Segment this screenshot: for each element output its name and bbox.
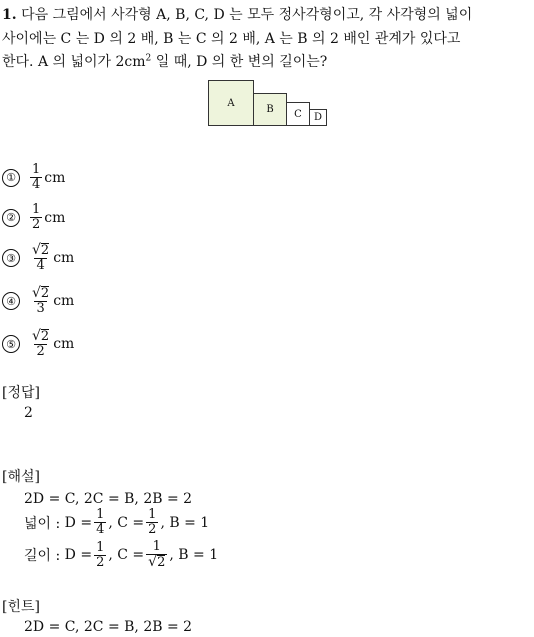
question-number: 1.: [2, 7, 17, 23]
square-d: [309, 109, 327, 126]
area-label: 넓이 :: [24, 515, 61, 532]
choice-3-denominator: 4: [36, 258, 45, 273]
square-b: [253, 93, 287, 126]
choice-3-unit: cm: [53, 250, 75, 266]
choice-5-fraction: [30, 329, 51, 359]
explanation-length-line: [24, 540, 218, 570]
sqrt-symbol: √ 2: [32, 285, 50, 301]
choice-3-marker: ③: [2, 249, 20, 267]
choice-5-radicand: 2: [40, 329, 50, 344]
comma: ,: [108, 514, 113, 531]
question-line-2: 사이에는 C 는 D 의 2 배, B 는 C 의 2 배, A 는 B 의 2 배인 관계가 있다고: [2, 31, 461, 47]
length-b-eq: B = 1: [178, 547, 219, 563]
area-c-fraction: [146, 508, 158, 537]
area-d-den: 4: [96, 522, 105, 537]
area-c-num: 1: [148, 507, 157, 522]
choice-4-fraction: [30, 286, 51, 316]
choice-2-denominator: 2: [32, 217, 41, 232]
choice-3-fraction: [30, 243, 51, 273]
square-b-label: B: [266, 104, 274, 115]
answer-value: 2: [24, 405, 33, 421]
explanation-header: [해설]: [2, 469, 40, 485]
explanation-line-1: 2D = C, 2C = B, 2B = 2: [24, 491, 193, 507]
choice-5-marker: ⑤: [2, 335, 20, 353]
square-a-label: A: [227, 97, 235, 109]
length-c-num: 1: [152, 539, 161, 554]
length-d-fraction: [94, 541, 106, 570]
squares-figure: [208, 80, 328, 126]
length-d-den: 2: [96, 554, 105, 570]
sqrt-symbol: √ 2: [148, 554, 166, 570]
comma: ,: [108, 547, 113, 563]
choice-4-radicand: 2: [40, 286, 50, 301]
choice-5-numerator: [30, 329, 51, 344]
choice-2-marker: ②: [2, 209, 20, 227]
explanation-area-line: [24, 508, 209, 537]
length-c-fraction: [146, 540, 167, 570]
question-line-1: [2, 4, 472, 24]
choice-1-fraction: [30, 163, 42, 192]
choice-3-radicand: 2: [40, 243, 50, 258]
choice-1-denominator: 4: [32, 177, 41, 192]
choice-5-unit: cm: [53, 336, 75, 352]
hint-line-1: 2D = C, 2C = B, 2B = 2: [24, 619, 193, 635]
length-label: 길이 :: [24, 548, 61, 564]
length-c-den: [146, 554, 167, 570]
length-d-num: 1: [96, 539, 105, 555]
length-c-radicand: 2: [157, 555, 166, 570]
choice-2[interactable]: [2, 203, 65, 232]
question-exponent: 2: [145, 53, 152, 64]
square-d-label: D: [313, 112, 323, 123]
area-d-num: 1: [96, 507, 105, 522]
answer-header: [정답]: [2, 385, 40, 401]
choice-1-marker: ①: [2, 169, 20, 187]
square-a: [208, 80, 254, 126]
square-c-label: C: [294, 108, 302, 120]
choice-1-numerator: 1: [32, 162, 41, 177]
choice-2-numerator: 1: [32, 202, 41, 217]
length-c-eq: C =: [117, 547, 145, 563]
choice-5-denominator: 2: [36, 344, 45, 359]
choice-4[interactable]: [2, 286, 74, 316]
hint-header: [힌트]: [2, 599, 40, 615]
comma: ,: [160, 514, 165, 531]
length-d-eq: D =: [64, 547, 93, 563]
question-text-3a: 한다. A 의 넓이가 2cm: [2, 54, 146, 70]
choice-4-marker: ④: [2, 292, 20, 310]
choice-2-unit: cm: [44, 209, 66, 226]
choice-3-numerator: [30, 243, 51, 258]
choice-1[interactable]: [2, 163, 65, 192]
area-d-eq: D =: [64, 514, 93, 531]
choice-5[interactable]: [2, 329, 74, 359]
question-text-3b: 일 때, D 의 한 변의 길이는?: [151, 54, 328, 70]
choice-1-unit: cm: [44, 169, 66, 186]
comma: ,: [169, 547, 174, 563]
choice-4-denominator: 3: [36, 301, 45, 316]
sqrt-symbol: √ 2: [32, 242, 50, 258]
choice-4-numerator: [30, 286, 51, 301]
choice-3[interactable]: [2, 243, 74, 273]
area-b-eq: B = 1: [169, 514, 210, 531]
question-text-1: 다음 그림에서 사각형 A, B, C, D 는 모두 정사각형이고, 각 사각형의 넓이: [21, 7, 473, 23]
question-line-3: [2, 51, 327, 71]
area-d-fraction: [94, 508, 106, 537]
sqrt-symbol: √ 2: [32, 328, 50, 344]
choice-4-unit: cm: [53, 293, 75, 309]
area-c-eq: C =: [117, 514, 145, 531]
square-c: [286, 102, 310, 126]
choice-2-fraction: [30, 203, 42, 232]
area-c-den: 2: [148, 522, 157, 537]
